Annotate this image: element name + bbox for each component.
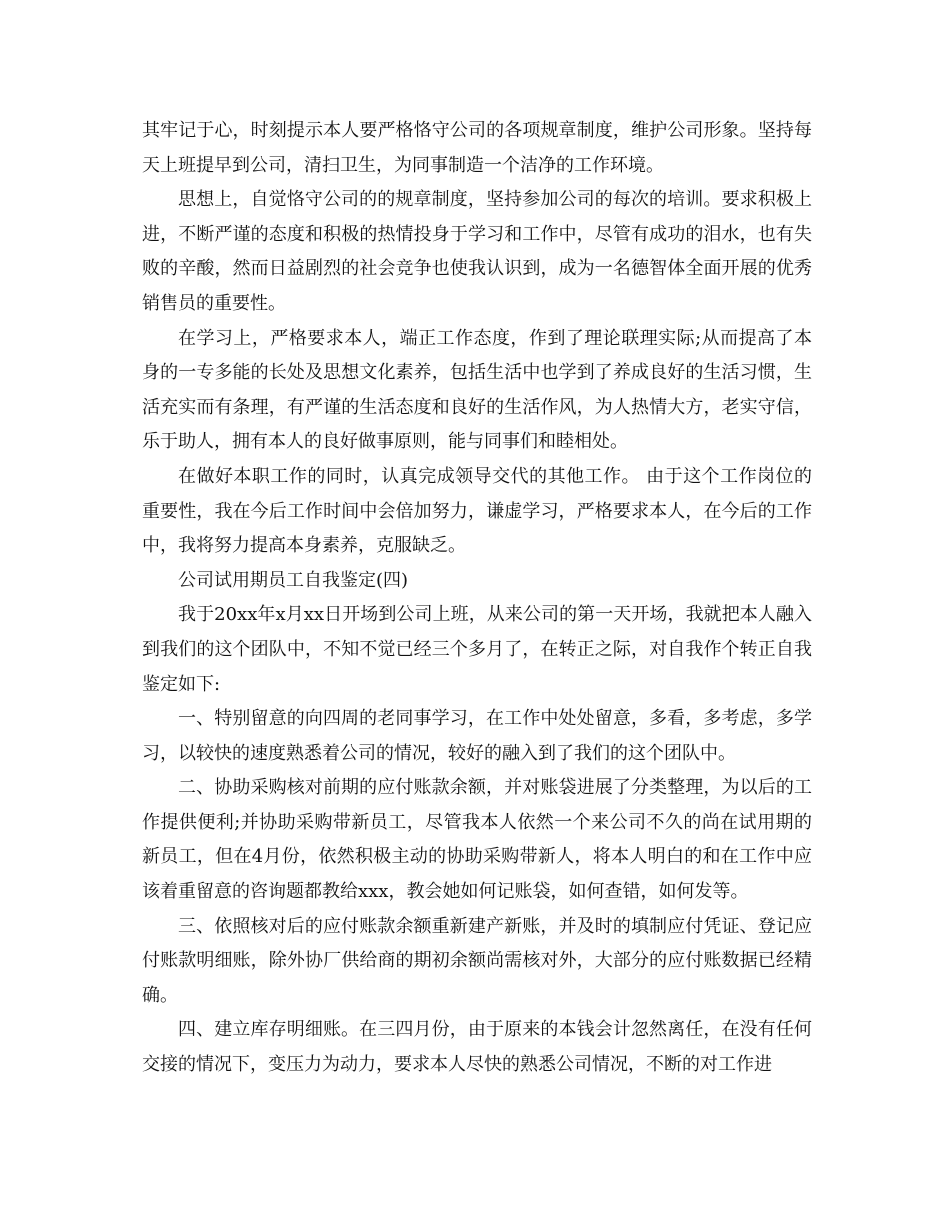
paragraph-item-4: 四、建立库存明细账。在三四月份，由于原来的本钱会计忽然离任，在没有任何交接的情况下，变压力为动力，要求本人尽快的熟悉公司情况，不断的对工作进: [142, 1019, 812, 1076]
paragraph-item-1: 一、特别留意的向四周的老同事学习，在工作中处处留意，多看，多考虑，多学习，以较快的速度熟悉着公司的情况，较好的融入到了我们的这个团队中。: [142, 708, 812, 764]
paragraph-ideology: 思想上，自觉恪守公司的的规章制度，坚持参加公司的每次的培训。要求积极上进，不断严谨的态度和积极的热情投身于学习和工作中，尽管有成功的泪水，也有失败的辛酸，然而日益剧烈的社会竞争也使我认识到，成为一名德智体全面开展的优秀销售员的重要性。: [142, 189, 812, 314]
section-heading: 公司试用期员工自我鉴定(四): [178, 569, 409, 591]
document-body: [142, 114, 812, 1083]
paragraph-continued: 其牢记于心，时刻提示本人要严格恪守公司的各项规章制度，维护公司形象。坚持每天上班提早到公司，清扫卫生，为同事制造一个洁净的工作环境。: [142, 120, 812, 176]
paragraph-item-2: 二、协助采购核对前期的应付账款余额，并对账袋进展了分类整理，为以后的工作提供便利;并协助采购带新员工，尽管我本人依然一个来公司不久的尚在试用期的新员工，但在4月份，依然积极主动的协助采购带新人，将本人明白的和在工作中应该着重留意的咨询题都教给xxx，教会她如何记账袋，如何查错，如何发等。: [142, 777, 812, 903]
paragraph-study: 在学习上，严格要求本人，端正工作态度，作到了理论联理实际;从而提高了本身的一专多能的长处及思想文化素养，包括生活中也学到了养成良好的生活习惯，生活充实而有条理，有严谨的生活态度和良好的生活作风，为人热情大方，老实守信，乐于助人，拥有本人的良好做事原则，能与同事们和睦相处。: [142, 327, 812, 453]
paragraph-duties: 在做好本职工作的同时，认真完成领导交代的其他工作。 由于这个工作岗位的重要性，我在今后工作时间中会倍加努力，谦虚学习，严格要求本人，在今后的工作中，我将努力提高本身素养，克服缺乏。: [142, 465, 812, 557]
paragraph-item-3: 三、依照核对后的应付账款余额重新建产新账，并及时的填制应付凭证、登记应付账款明细账，除外协厂供给商的期初余额尚需核对外，大部分的应付账数据已经精确。: [142, 915, 812, 1006]
paragraph-intro: 我于20xx年x月xx日开场到公司上班，从来公司的第一天开场，我就把本人融入到我们的这个团队中，不知不觉已经三个多月了，在转正之际，对自我作个转正自我鉴定如下:: [142, 604, 812, 695]
